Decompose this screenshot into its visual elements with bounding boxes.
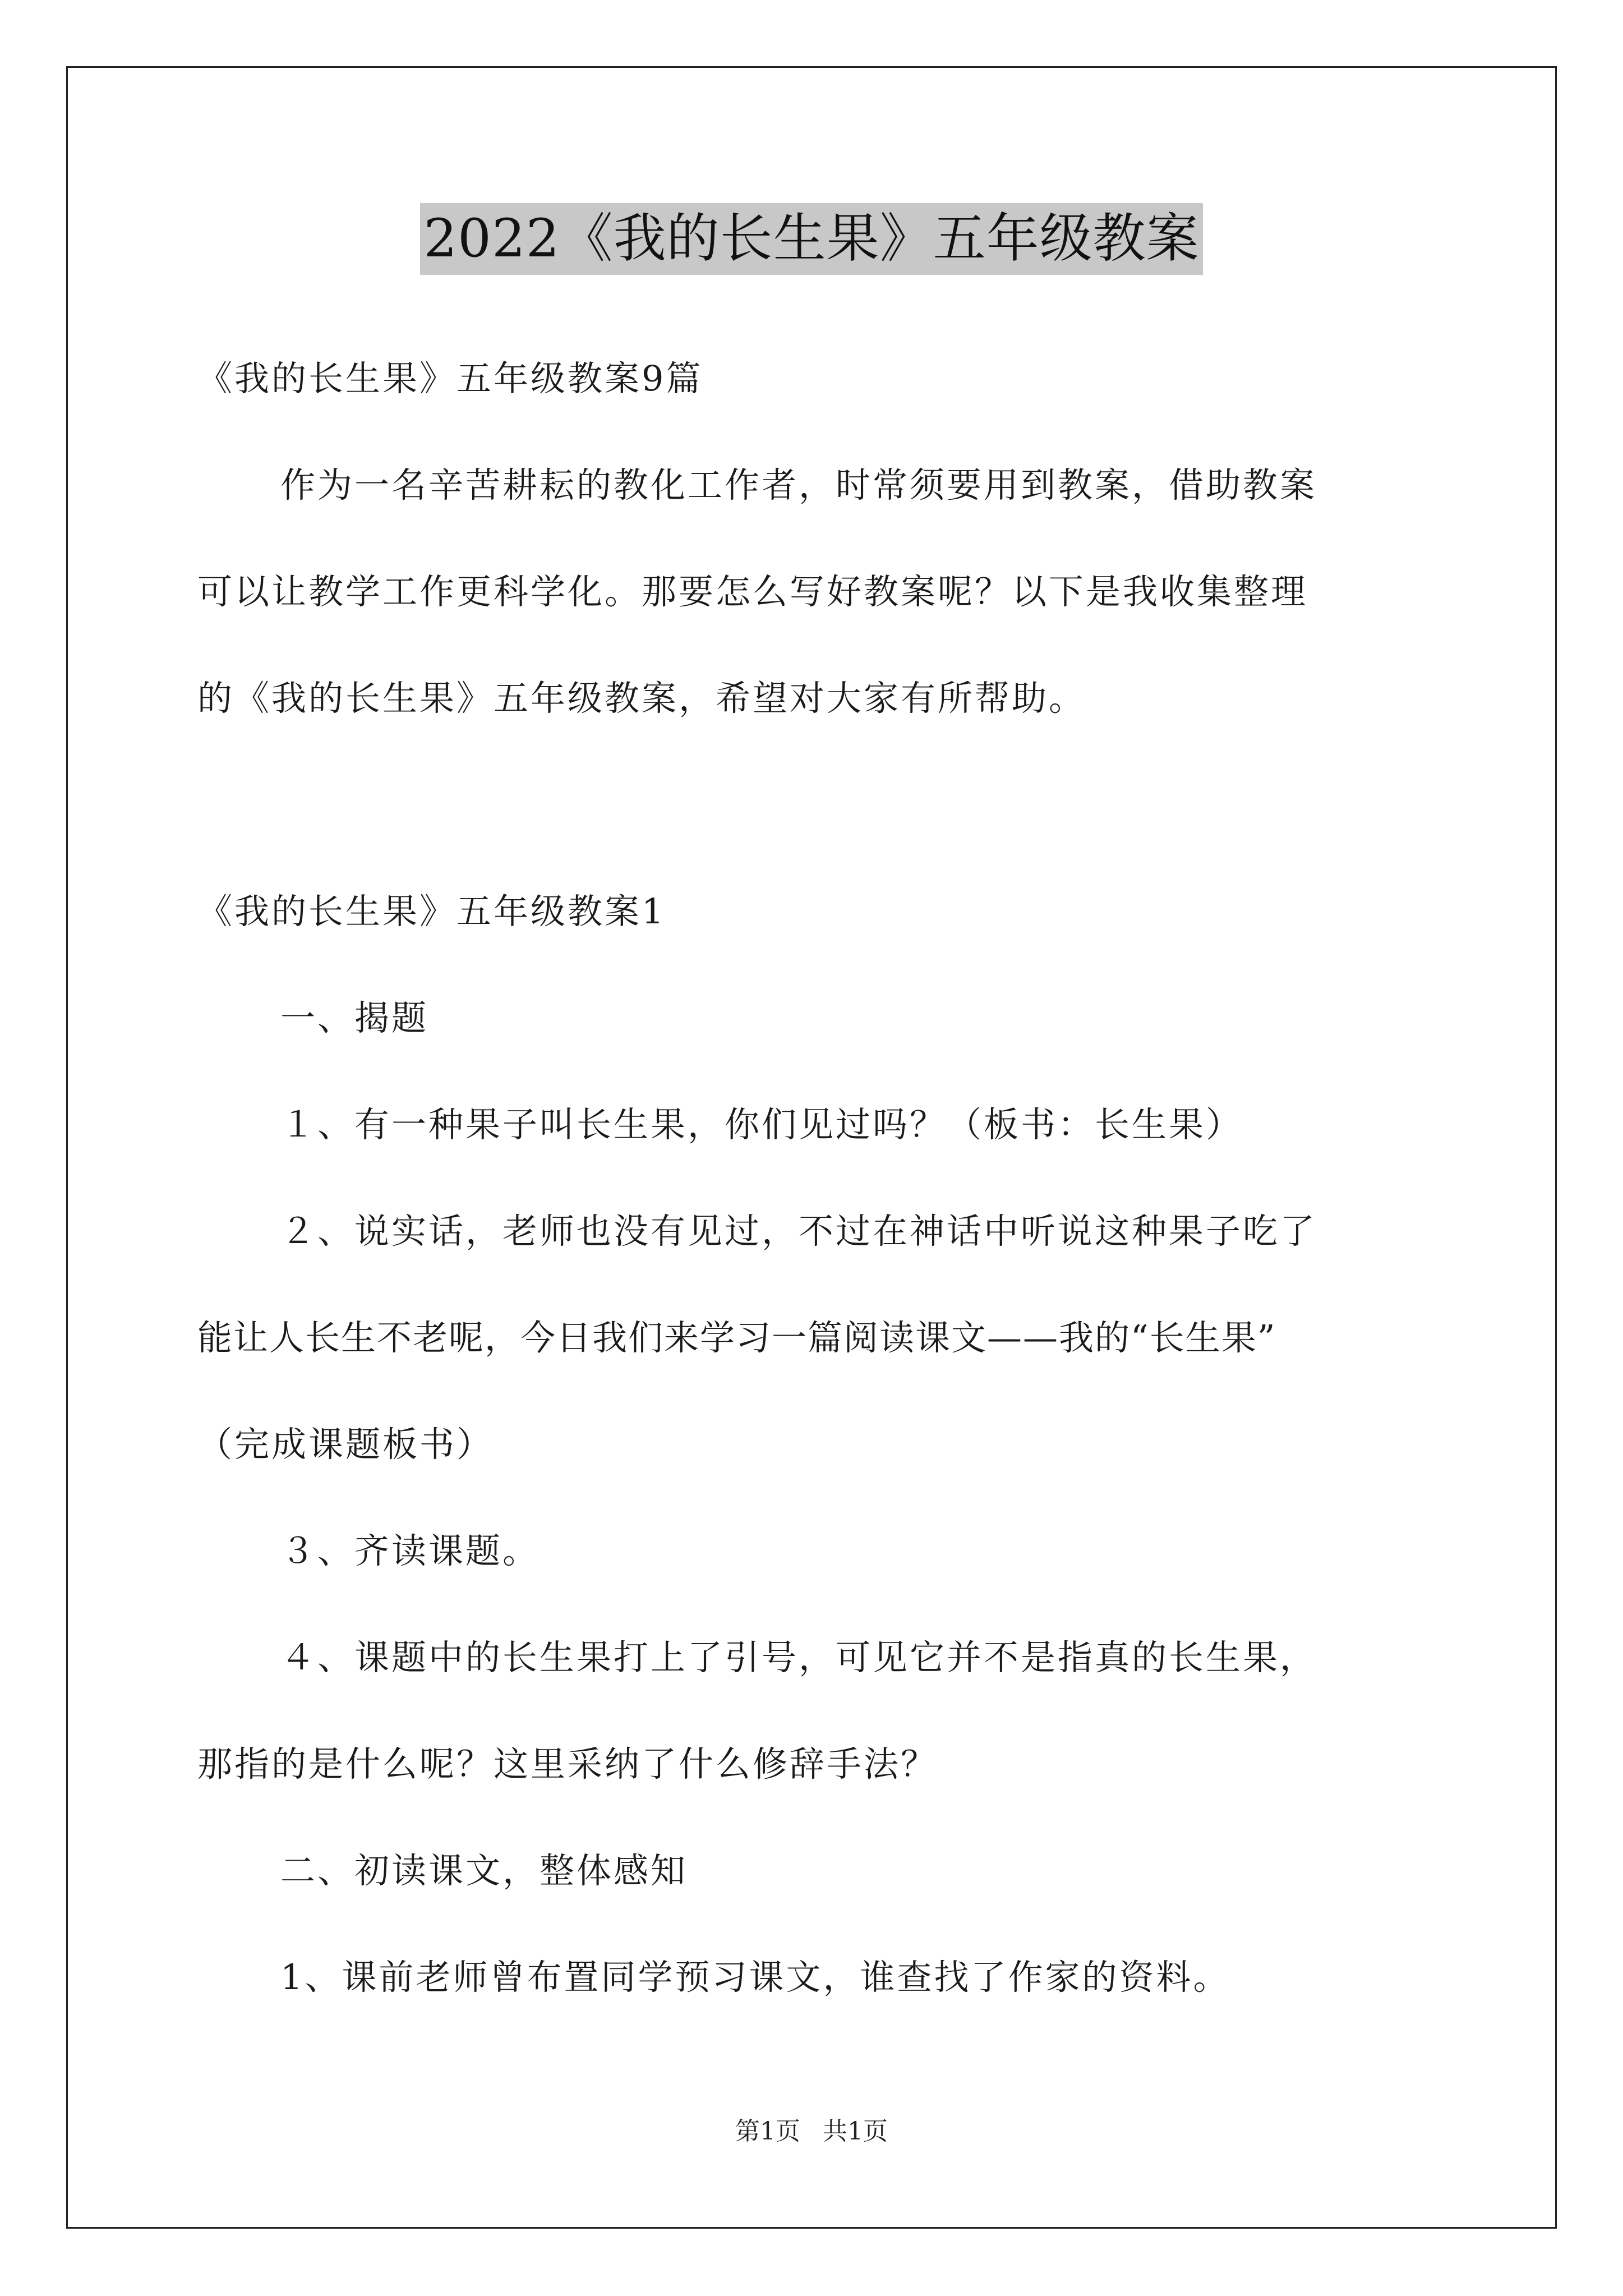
paragraph-line: １、有一种果子叫长生果，你们见过吗？（板书：长生果） [280, 1104, 1243, 1145]
paragraph-line: ２、说实话，老师也没有见过，不过在神话中听说这种果子吃了 [280, 1211, 1317, 1251]
heading-chudu: 二、初读课文，整体感知 [280, 1850, 688, 1891]
document-subtitle: 《我的长生果》五年级教案9篇 [197, 358, 703, 399]
intro-line-1: 作为一名辛苦耕耘的教化工作者，时常须要用到教案，借助教案 [280, 464, 1317, 505]
paragraph-line: ４、课题中的长生果打上了引号，可见它并不是指真的长生果， [280, 1637, 1317, 1678]
page-number: 第1页 [735, 2117, 800, 2146]
page-total: 共1页 [823, 2117, 888, 2146]
paragraph-line: （完成课题板书） [197, 1424, 494, 1465]
paragraph-line: 1、课前老师曾布置同学预习课文，谁查找了作家的资料。 [280, 1957, 1230, 1998]
heading-jieti: 一、揭题 [280, 997, 429, 1038]
document-title: 2022《我的长生果》五年级教案 [420, 203, 1202, 275]
intro-line-3: 的《我的长生果》五年级教案，希望对大家有所帮助。 [197, 678, 1086, 719]
section-title: 《我的长生果》五年级教案1 [197, 891, 666, 932]
paragraph-line: 能让人长生不老呢，今日我们来学习一篇阅读课文——我的“长生果” [197, 1317, 1276, 1358]
paragraph-line: ３、齐读课题。 [280, 1530, 540, 1571]
paragraph-line: 那指的是什么呢？这里采纳了什么修辞手法？ [197, 1743, 938, 1784]
page-footer [0, 2115, 1623, 2148]
title-container [0, 203, 1623, 275]
intro-line-2: 可以让教学工作更科学化。那要怎么写好教案呢？以下是我收集整理 [197, 571, 1308, 612]
